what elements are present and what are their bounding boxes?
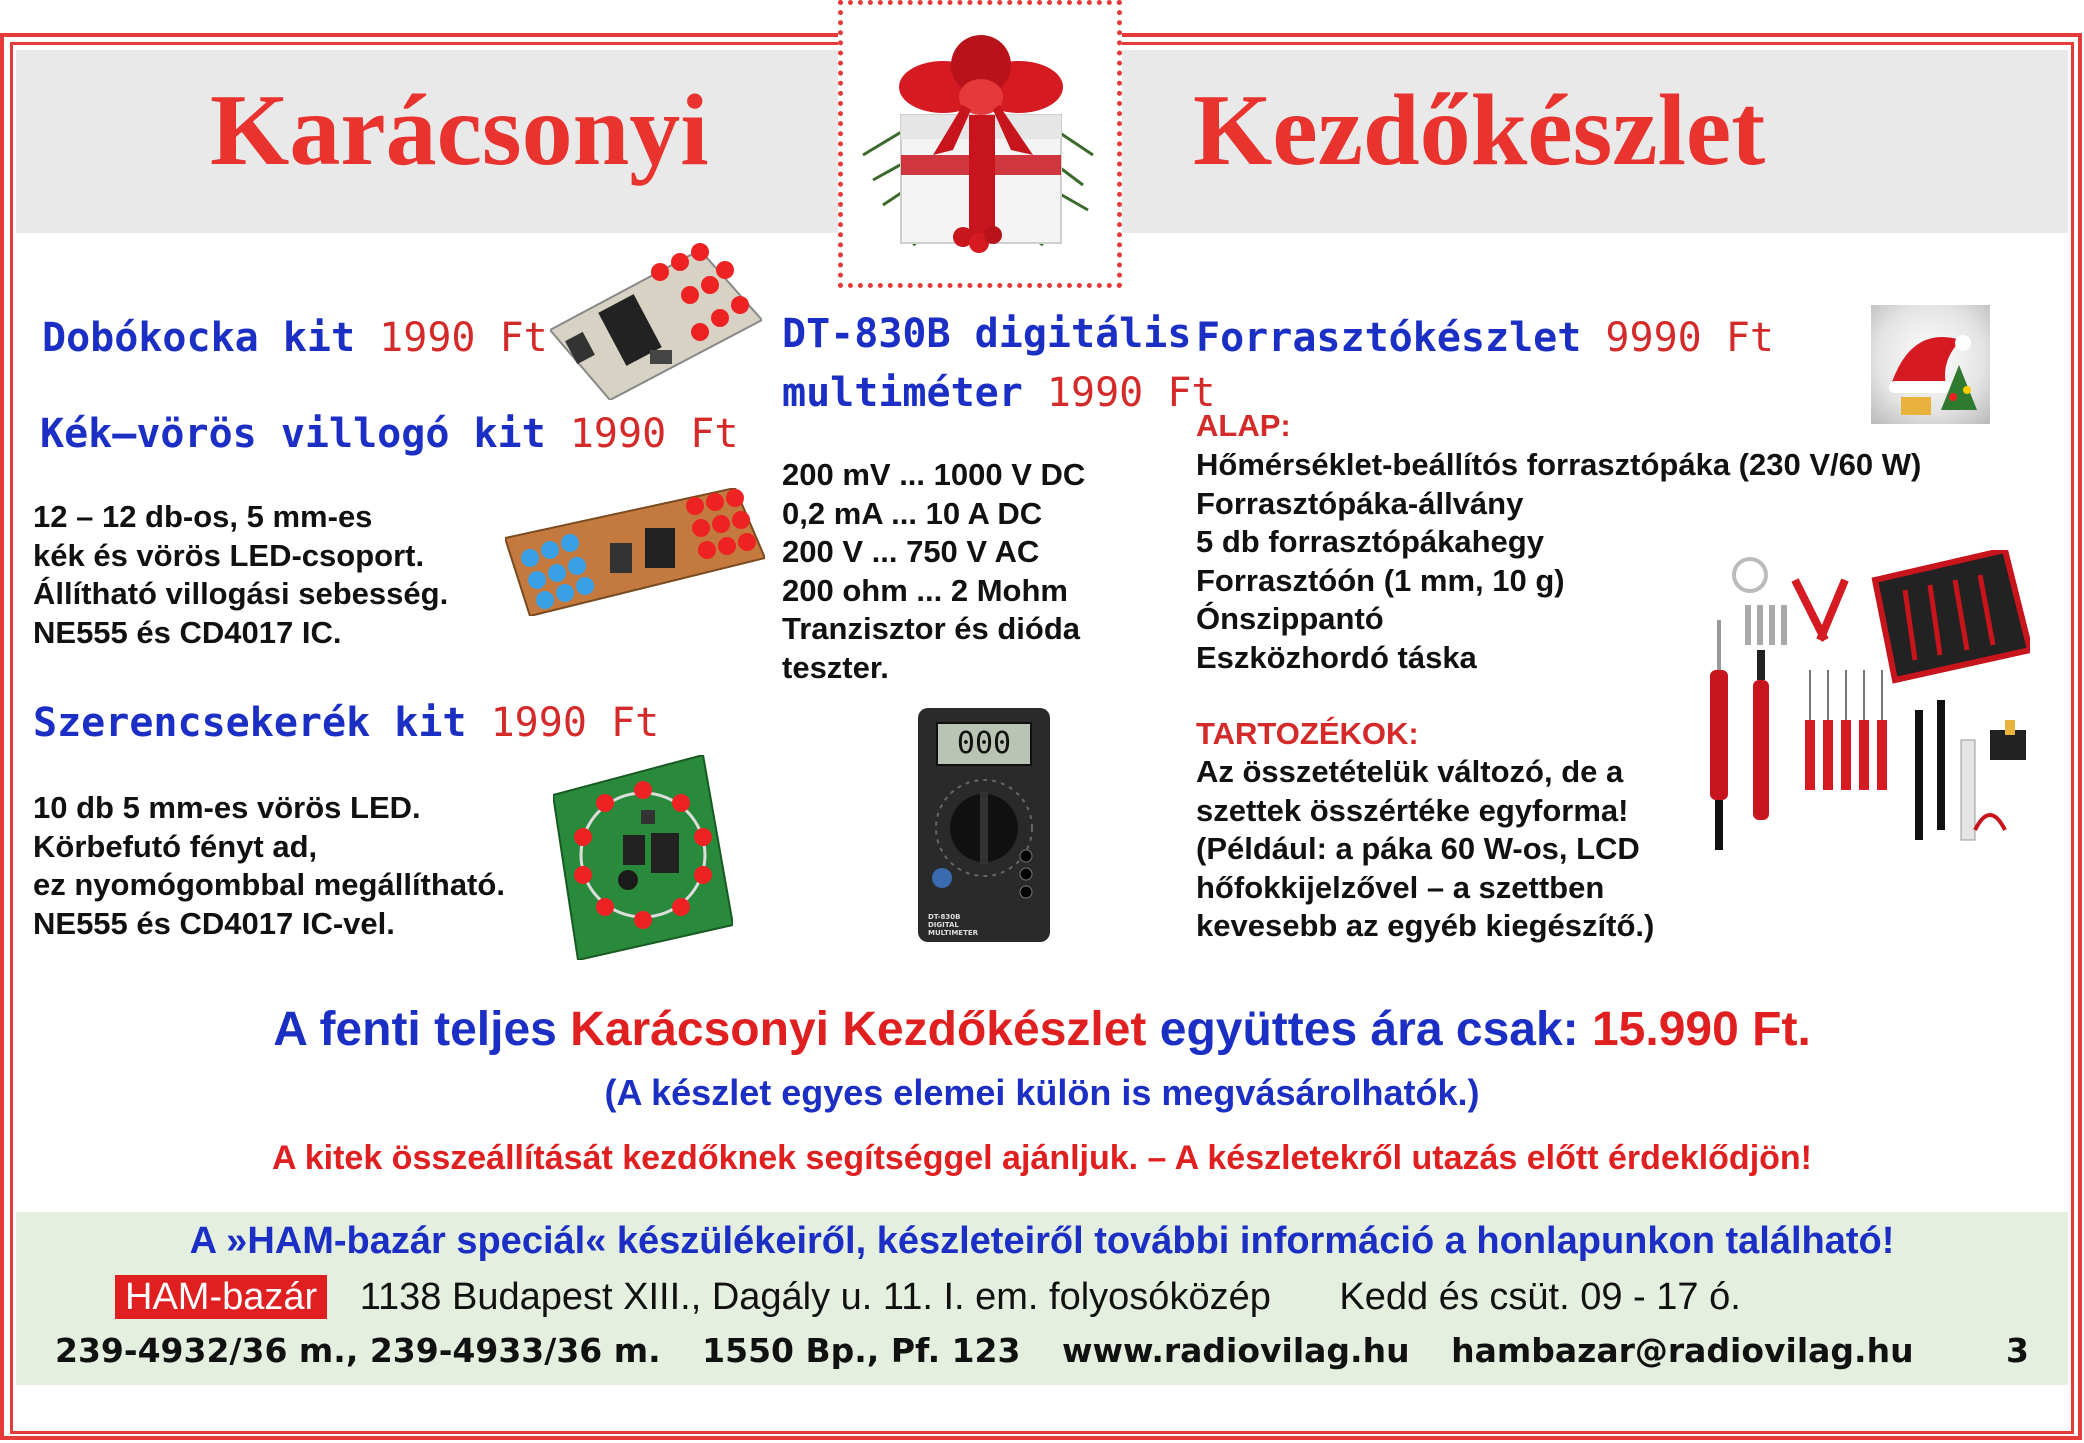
footer-website[interactable]: www.radiovilag.hu — [1061, 1331, 1410, 1370]
soldering-kit-title — [1196, 315, 1774, 361]
multimeter-title-line2 — [782, 370, 1216, 416]
multimeter-line: Tranzisztor és dióda — [782, 611, 1081, 646]
accessories-heading: TARTOZÉKOK: — [1196, 716, 1419, 751]
multimeter-line: 200 mV ... 1000 V DC — [782, 457, 1086, 492]
multimeter-name: multiméter — [782, 370, 1023, 416]
footer-hours: Kedd és csüt. 09 - 17 ó. — [1339, 1276, 1741, 1318]
multimeter-line: 0,2 mA ... 10 A DC — [782, 495, 1043, 531]
dice-kit-price: 1990 Ft — [379, 315, 548, 361]
base-heading: ALAP: — [1196, 408, 1291, 443]
page-number: 3 — [2006, 1331, 2029, 1370]
wheel-kit-description — [33, 789, 505, 943]
promo-price: 15.990 Ft. — [1591, 1003, 1811, 1056]
accessory-line: kevesebb az egyéb kiegészítő.) — [1196, 908, 1655, 943]
multimeter-price: 1990 Ft — [1046, 370, 1216, 416]
santa-hat-icon — [1871, 305, 1990, 424]
base-line: Eszközhordó táska — [1196, 639, 1477, 675]
wheel-kit-name: Szerencsekerék kit — [33, 700, 467, 746]
dice-kit-name: Dobókocka kit — [42, 315, 356, 361]
promo-headline — [0, 1003, 2084, 1057]
base-line: Forrasztópáka-állvány — [1196, 485, 1524, 521]
wheel-kit-image — [553, 755, 733, 960]
base-line: Ónszippantó — [1196, 601, 1384, 636]
footer-address-row — [115, 1275, 1741, 1319]
wheel-line: Körbefutó fényt ad, — [33, 828, 318, 864]
soldering-kit-image — [1705, 550, 2030, 860]
wheel-kit-price: 1990 Ft — [490, 700, 660, 746]
dice-kit-image — [550, 240, 762, 400]
blinker-line: 12 – 12 db-os, 5 mm-es — [33, 499, 373, 534]
accessory-line: szettek összértéke egyforma! — [1196, 792, 1629, 828]
title-left: Karácsonyi — [210, 74, 709, 187]
footer-email[interactable]: hambazar@radiovilag.hu — [1451, 1331, 1914, 1370]
base-line: Forrasztóón (1 mm, 10 g) — [1196, 562, 1565, 598]
blinker-kit-image — [505, 488, 765, 616]
footer-address: 1138 Budapest XIII., Dagály u. 11. I. em. folyosóközép — [359, 1276, 1271, 1318]
accessory-line: Az összetételük változó, de a — [1196, 754, 1624, 789]
promo-subline: (A készlet egyes elemei külön is megvásárolhatók.) — [604, 1072, 1480, 1113]
multimeter-image — [918, 708, 1050, 942]
dice-kit-title — [42, 315, 548, 361]
wheel-line: 10 db 5 mm-es vörös LED. — [33, 790, 421, 825]
multimeter-description — [782, 456, 1085, 687]
soldering-kit-price: 9990 Ft — [1605, 315, 1774, 361]
promo-text-a: A fenti teljes — [273, 1003, 571, 1056]
base-line: 5 db forrasztópákahegy — [1196, 524, 1544, 559]
multimeter-line: 200 ohm ... 2 Mohm — [782, 572, 1068, 608]
accessory-line: (Például: a páka 60 W-os, LCD — [1196, 831, 1640, 866]
blinker-line: kék és vörös LED-csoport. — [33, 537, 425, 573]
multimeter-display: 000 — [936, 722, 1032, 766]
accessories-description — [1196, 753, 1654, 946]
multimeter-line: 200 V ... 750 V AC — [782, 534, 1040, 569]
multimeter-line: teszter. — [782, 649, 889, 685]
blinker-line: Állítható villogási sebesség. — [33, 576, 449, 611]
multimeter-label: DT-830B DIGITAL MULTIMETER — [928, 913, 979, 937]
multimeter-dial-icon — [918, 778, 1050, 908]
footer-contact-row — [55, 1331, 1914, 1371]
wheel-kit-title — [33, 700, 660, 746]
blinker-line: NE555 és CD4017 IC. — [33, 614, 342, 650]
gift-icon — [843, 5, 1117, 283]
promo-text-b: Karácsonyi Kezdőkészlet — [570, 1003, 1147, 1056]
blinker-kit-price: 1990 Ft — [569, 411, 739, 457]
footer-phones: 239-4932/36 m., 239-4933/36 m. — [55, 1331, 661, 1370]
blinker-kit-title — [40, 411, 739, 457]
footer-po-box: 1550 Bp., Pf. 123 — [702, 1331, 1021, 1370]
ham-bazar-badge: HAM-bazár — [115, 1275, 327, 1319]
base-line: Hőmérséklet-beállítós forrasztópáka (230 V/60 W) — [1196, 447, 1922, 482]
footer-info: A »HAM-bazár speciál« készülékeiről, készleteiről további információ a honlapunkon található! — [189, 1220, 1895, 1262]
promo-notice: A kitek összeállítását kezdőknek segítséggel ajánljuk. – A készletekről utazás előtt érdeklődjön! — [272, 1139, 1812, 1177]
accessory-line: hőfokkijelzővel – a szettben — [1196, 869, 1605, 905]
blinker-kit-description — [33, 498, 448, 652]
wheel-line: ez nyomógombbal megállítható. — [33, 867, 505, 902]
soldering-kit-name: Forrasztókészlet — [1196, 315, 1582, 361]
title-right: Kezdőkészlet — [1193, 74, 1766, 187]
multimeter-title-line1: DT-830B digitális — [782, 311, 1192, 357]
wheel-line: NE555 és CD4017 IC-vel. — [33, 905, 395, 941]
blinker-kit-name: Kék–vörös villogó kit — [40, 411, 546, 457]
gift-box-frame — [838, 0, 1122, 288]
promo-text-c: együttes ára csak: — [1146, 1003, 1592, 1056]
